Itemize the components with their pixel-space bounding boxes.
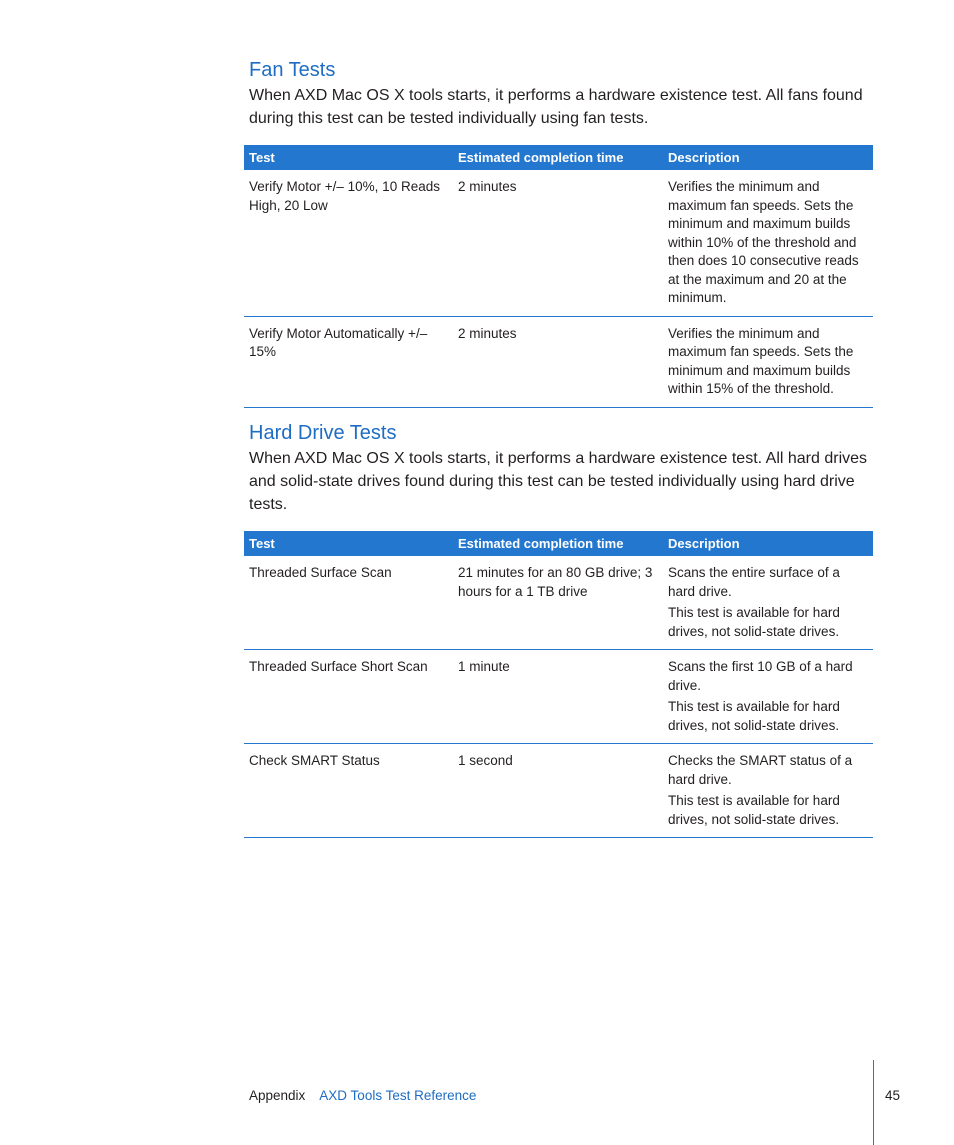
description-text: Verifies the minimum and maximum fan speeds. Sets the minimum and maximum builds within 10% of the threshold and then does 10 consecutive reads at the maximum and 20 at the minimum.: [668, 179, 859, 305]
header-time: Estimated completion time: [453, 531, 663, 556]
footer-reference: AXD Tools Test Reference: [319, 1088, 477, 1103]
header-test: Test: [244, 145, 453, 170]
table-row: [244, 650, 873, 744]
table-row: [244, 170, 873, 316]
description-text: Verifies the minimum and maximum fan speeds. Sets the minimum and maximum builds within 15% of the threshold.: [668, 325, 854, 396]
cell-test: Verify Motor Automatically +/– 15%: [244, 316, 453, 407]
cell-time: 21 minutes for an 80 GB drive; 3 hours for a 1 TB drive: [453, 556, 663, 650]
hard-drive-tests-section: [244, 421, 873, 838]
fan-tests-intro: When AXD Mac OS X tools starts, it performs a hardware existence test. All fans found during this test can be tested individually using fan tests.: [249, 87, 863, 127]
fan-tests-table: [244, 145, 873, 408]
fan-tests-heading: Fan Tests: [249, 59, 336, 81]
description-text: Scans the entire surface of a hard drive.: [668, 565, 840, 599]
cell-test: Check SMART Status: [244, 744, 453, 838]
cell-test: Threaded Surface Scan: [244, 556, 453, 650]
description-text: Scans the first 10 GB of a hard drive.: [668, 659, 853, 693]
cell-description: [663, 556, 873, 650]
hard-drive-tests-intro: When AXD Mac OS X tools starts, it performs a hardware existence test. All hard drives and solid-state drives found during this test can be tested individually using hard drive tests.: [249, 450, 868, 513]
header-description: Description: [663, 145, 873, 170]
cell-test: Threaded Surface Short Scan: [244, 650, 453, 744]
hard-drive-tests-header-row: [244, 531, 873, 556]
header-test: Test: [244, 531, 453, 556]
hard-drive-tests-table: [244, 531, 873, 838]
cell-time: 2 minutes: [453, 170, 663, 316]
footer-divider: [873, 1060, 874, 1145]
footer-label: Appendix: [249, 1088, 306, 1103]
cell-description: [663, 316, 873, 407]
table-row: [244, 556, 873, 650]
cell-description: [663, 744, 873, 838]
page-footer: [249, 1088, 476, 1103]
cell-time: 1 minute: [453, 650, 663, 744]
description-note: This test is available for hard drives, not solid-state drives.: [668, 793, 840, 827]
fan-tests-header-row: [244, 145, 873, 170]
cell-time: 2 minutes: [453, 316, 663, 407]
hard-drive-tests-heading: Hard Drive Tests: [249, 422, 397, 444]
page-number: 45: [885, 1088, 901, 1103]
cell-time: 1 second: [453, 744, 663, 838]
cell-description: [663, 170, 873, 316]
cell-description: [663, 650, 873, 744]
table-row: [244, 316, 873, 407]
header-time: Estimated completion time: [453, 145, 663, 170]
description-note: This test is available for hard drives, not solid-state drives.: [668, 605, 840, 639]
table-row: [244, 744, 873, 838]
fan-tests-section: [244, 58, 873, 408]
header-description: Description: [663, 531, 873, 556]
description-note: This test is available for hard drives, not solid-state drives.: [668, 699, 840, 733]
description-text: Checks the SMART status of a hard drive.: [668, 753, 853, 787]
cell-test: Verify Motor +/– 10%, 10 Reads High, 20 Low: [244, 170, 453, 316]
